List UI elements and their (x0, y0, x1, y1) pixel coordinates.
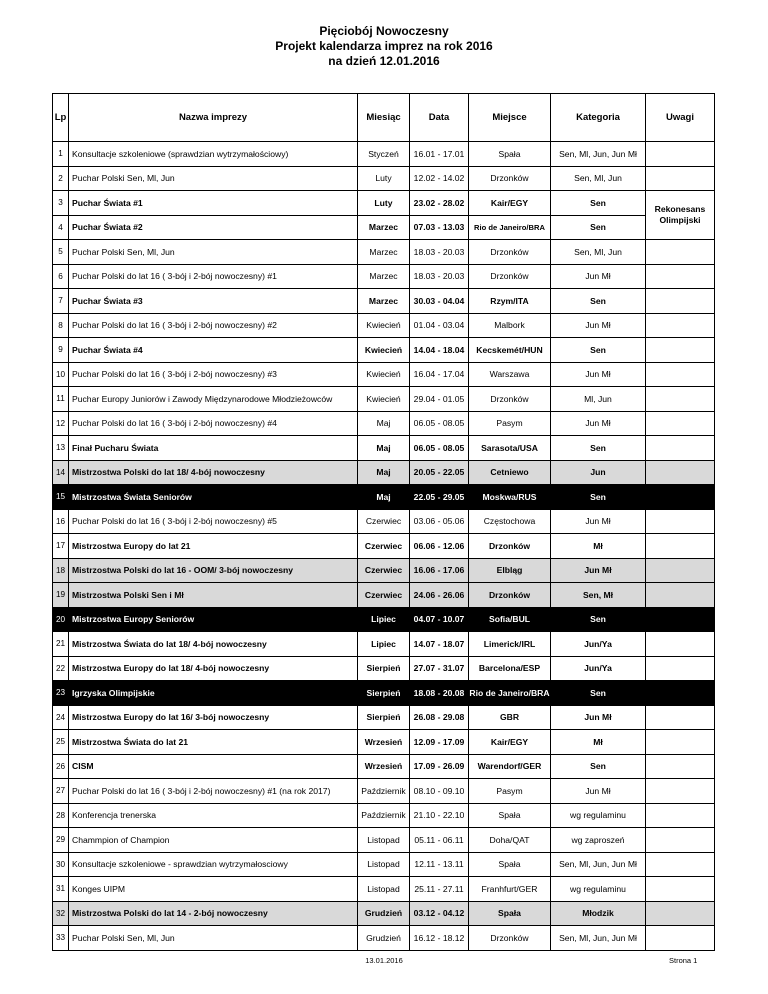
row-notes (646, 705, 715, 730)
table-row (53, 607, 715, 632)
row-category: Młodzik (551, 901, 646, 926)
row-notes (646, 313, 715, 338)
row-event-name: Mistrzostwa Świata do lat 18/ 4-bój nowoczesny (69, 632, 358, 657)
table-row (53, 926, 715, 951)
row-place: Pasym (469, 779, 551, 804)
row-category: Sen (551, 289, 646, 314)
row-place: Cetniewo (469, 460, 551, 485)
row-month: Kwiecień (358, 313, 410, 338)
table-row (53, 534, 715, 559)
row-date: 01.04 - 03.04 (410, 313, 469, 338)
row-lp: 24 (53, 705, 69, 730)
row-place: Moskwa/RUS (469, 485, 551, 510)
row-lp: 11 (53, 387, 69, 412)
row-month: Kwiecień (358, 338, 410, 363)
table-row (53, 705, 715, 730)
row-place: Rio de Janeiro/BRA (469, 215, 551, 240)
row-month: Czerwiec (358, 509, 410, 534)
row-lp: 18 (53, 558, 69, 583)
row-event-name: Mistrzostwa Europy Seniorów (69, 607, 358, 632)
row-month: Maj (358, 460, 410, 485)
row-category: Sen (551, 191, 646, 216)
row-category: Sen (551, 754, 646, 779)
col-header-place: Miejsce (469, 94, 551, 142)
row-date: 25.11 - 27.11 (410, 877, 469, 902)
row-event-name: Puchar Polski do lat 16 ( 3-bój i 2-bój nowoczesny) #2 (69, 313, 358, 338)
table-row (53, 877, 715, 902)
row-date: 03.12 - 04.12 (410, 901, 469, 926)
row-event-name: Puchar Świata #1 (69, 191, 358, 216)
row-date: 23.02 - 28.02 (410, 191, 469, 216)
row-event-name: Puchar Polski do lat 16 ( 3-bój i 2-bój nowoczesny) #5 (69, 509, 358, 534)
footer-date: 13.01.2016 (365, 956, 403, 965)
row-category: Mł (551, 534, 646, 559)
row-category: Sen (551, 485, 646, 510)
row-date: 05.11 - 06.11 (410, 828, 469, 853)
row-place: Spała (469, 852, 551, 877)
row-date: 12.09 - 17.09 (410, 730, 469, 755)
row-notes (646, 754, 715, 779)
table-row (53, 460, 715, 485)
row-month: Marzec (358, 215, 410, 240)
row-date: 18.03 - 20.03 (410, 240, 469, 265)
table-row (53, 313, 715, 338)
row-place: Kecskemét/HUN (469, 338, 551, 363)
row-date: 27.07 - 31.07 (410, 656, 469, 681)
row-category: Sen, Ml, Jun, Jun Mł (551, 852, 646, 877)
row-category: Sen (551, 215, 646, 240)
remark-olympic-recon: Rekonesans Olimpijski (646, 191, 715, 240)
row-category: Jun Mł (551, 313, 646, 338)
row-lp: 8 (53, 313, 69, 338)
row-notes (646, 387, 715, 412)
row-date: 04.07 - 10.07 (410, 607, 469, 632)
row-category: Jun/Ya (551, 656, 646, 681)
row-notes (646, 558, 715, 583)
row-place: Drzonków (469, 583, 551, 608)
table-row (53, 142, 715, 167)
table-row (53, 901, 715, 926)
row-category: Sen (551, 607, 646, 632)
row-notes (646, 583, 715, 608)
row-lp: 16 (53, 509, 69, 534)
row-notes (646, 436, 715, 461)
row-date: 07.03 - 13.03 (410, 215, 469, 240)
row-month: Sierpień (358, 705, 410, 730)
row-month: Lipiec (358, 607, 410, 632)
row-category: Sen, Mł (551, 583, 646, 608)
title-line-1: Pięciobój Nowoczesny (319, 24, 449, 38)
row-event-name: Mistrzostwa Polski do lat 16 - OOM/ 3-bój nowoczesny (69, 558, 358, 583)
row-event-name: Mistrzostwa Świata do lat 21 (69, 730, 358, 755)
row-category: Sen (551, 436, 646, 461)
row-lp: 6 (53, 264, 69, 289)
row-notes (646, 460, 715, 485)
row-event-name: Chammpion of Champion (69, 828, 358, 853)
row-date: 17.09 - 26.09 (410, 754, 469, 779)
table-row (53, 852, 715, 877)
table-row (53, 362, 715, 387)
row-month: Czerwiec (358, 558, 410, 583)
row-lp: 14 (53, 460, 69, 485)
row-lp: 32 (53, 901, 69, 926)
table-row (53, 264, 715, 289)
row-place: Drzonków (469, 166, 551, 191)
col-header-month: Miesiąc (358, 94, 410, 142)
row-category: Jun/Ya (551, 632, 646, 657)
row-event-name: Igrzyska Olimpijskie (69, 681, 358, 706)
row-notes (646, 632, 715, 657)
events-table (52, 93, 715, 951)
row-event-name: Puchar Świata #3 (69, 289, 358, 314)
row-place: Drzonków (469, 534, 551, 559)
row-event-name: Puchar Polski do lat 16 ( 3-bój i 2-bój nowoczesny) #1 (na rok 2017) (69, 779, 358, 804)
row-month: Maj (358, 411, 410, 436)
table-row (53, 191, 715, 216)
row-notes (646, 828, 715, 853)
table-row (53, 656, 715, 681)
table-row (53, 730, 715, 755)
row-event-name: Mistrzostwa Polski do lat 18/ 4-bój nowoczesny (69, 460, 358, 485)
row-place: Spała (469, 901, 551, 926)
row-date: 22.05 - 29.05 (410, 485, 469, 510)
row-notes (646, 509, 715, 534)
row-month: Sierpień (358, 656, 410, 681)
row-date: 14.04 - 18.04 (410, 338, 469, 363)
row-date: 03.06 - 05.06 (410, 509, 469, 534)
table-row (53, 583, 715, 608)
row-month: Wrzesień (358, 754, 410, 779)
table-row (53, 558, 715, 583)
row-lp: 19 (53, 583, 69, 608)
row-event-name: Finał Pucharu Świata (69, 436, 358, 461)
row-date: 18.08 - 20.08 (410, 681, 469, 706)
row-event-name: Puchar Polski do lat 16 ( 3-bój i 2-bój nowoczesny) #4 (69, 411, 358, 436)
document-title (0, 24, 768, 69)
row-lp: 26 (53, 754, 69, 779)
table-row (53, 828, 715, 853)
row-lp: 3 (53, 191, 69, 216)
row-category: Sen, Ml, Jun, Jun Mł (551, 142, 646, 167)
row-category: Jun Mł (551, 779, 646, 804)
row-date: 18.03 - 20.03 (410, 264, 469, 289)
table-row (53, 779, 715, 804)
row-lp: 23 (53, 681, 69, 706)
table-row (53, 289, 715, 314)
row-lp: 25 (53, 730, 69, 755)
row-category: wg regulaminu (551, 803, 646, 828)
row-category: Jun Mł (551, 362, 646, 387)
row-place: Sofia/BUL (469, 607, 551, 632)
table-row (53, 240, 715, 265)
row-event-name: Mistrzostwa Europy do lat 21 (69, 534, 358, 559)
col-header-lp: Lp (53, 94, 69, 142)
row-place: Elbląg (469, 558, 551, 583)
row-place: Limerick/IRL (469, 632, 551, 657)
row-category: Sen, Ml, Jun, Jun Mł (551, 926, 646, 951)
row-date: 30.03 - 04.04 (410, 289, 469, 314)
row-event-name: Mistrzostwa Europy do lat 16/ 3-bój nowoczesny (69, 705, 358, 730)
row-place: Spała (469, 803, 551, 828)
row-notes (646, 607, 715, 632)
row-category: Jun Mł (551, 509, 646, 534)
row-date: 14.07 - 18.07 (410, 632, 469, 657)
row-event-name: Puchar Polski do lat 16 ( 3-bój i 2-bój nowoczesny) #3 (69, 362, 358, 387)
col-header-category: Kategoria (551, 94, 646, 142)
row-lp: 1 (53, 142, 69, 167)
row-place: Kair/EGY (469, 730, 551, 755)
row-lp: 30 (53, 852, 69, 877)
row-place: Rzym/ITA (469, 289, 551, 314)
row-place: Rio de Janeiro/BRA (469, 681, 551, 706)
row-month: Listopad (358, 828, 410, 853)
row-lp: 10 (53, 362, 69, 387)
row-notes (646, 142, 715, 167)
row-category: wg regulaminu (551, 877, 646, 902)
row-place: Kair/EGY (469, 191, 551, 216)
row-notes (646, 264, 715, 289)
row-notes (646, 779, 715, 804)
row-month: Listopad (358, 877, 410, 902)
row-category: Ml, Jun (551, 387, 646, 412)
row-notes (646, 877, 715, 902)
row-month: Luty (358, 191, 410, 216)
row-event-name: Puchar Świata #4 (69, 338, 358, 363)
row-date: 24.06 - 26.06 (410, 583, 469, 608)
row-place: Warendorf/GER (469, 754, 551, 779)
row-place: Częstochowa (469, 509, 551, 534)
row-place: Doha/QAT (469, 828, 551, 853)
row-month: Listopad (358, 852, 410, 877)
row-lp: 4 (53, 215, 69, 240)
row-month: Grudzień (358, 901, 410, 926)
row-date: 06.05 - 08.05 (410, 411, 469, 436)
row-category: Sen, Ml, Jun (551, 240, 646, 265)
row-event-name: Puchar Świata #2 (69, 215, 358, 240)
row-place: Sarasota/USA (469, 436, 551, 461)
row-event-name: Konferencja trenerska (69, 803, 358, 828)
row-month: Maj (358, 436, 410, 461)
row-lp: 21 (53, 632, 69, 657)
row-lp: 7 (53, 289, 69, 314)
row-category: Sen (551, 338, 646, 363)
table-row (53, 803, 715, 828)
row-date: 12.11 - 13.11 (410, 852, 469, 877)
row-lp: 2 (53, 166, 69, 191)
row-place: Drzonków (469, 264, 551, 289)
row-event-name: Mistrzostwa Świata Seniorów (69, 485, 358, 510)
row-month: Kwiecień (358, 387, 410, 412)
col-header-notes: Uwagi (646, 94, 715, 142)
row-place: Drzonków (469, 387, 551, 412)
table-row (53, 632, 715, 657)
row-lp: 27 (53, 779, 69, 804)
row-category: wg zaproszeń (551, 828, 646, 853)
table-row (53, 509, 715, 534)
table-row (53, 681, 715, 706)
row-place: Spała (469, 142, 551, 167)
row-place: Franhfurt/GER (469, 877, 551, 902)
row-lp: 9 (53, 338, 69, 363)
row-notes (646, 338, 715, 363)
row-date: 16.04 - 17.04 (410, 362, 469, 387)
row-month: Czerwiec (358, 583, 410, 608)
row-event-name: Konsultacje szkoleniowe (sprawdzian wytrzymałościowy) (69, 142, 358, 167)
row-month: Październik (358, 803, 410, 828)
row-place: Drzonków (469, 926, 551, 951)
row-lp: 29 (53, 828, 69, 853)
row-category: Jun Mł (551, 558, 646, 583)
row-lp: 17 (53, 534, 69, 559)
row-month: Marzec (358, 264, 410, 289)
table-row (53, 485, 715, 510)
row-event-name: Mistrzostwa Polski do lat 14 - 2-bój nowoczesny (69, 901, 358, 926)
row-event-name: Puchar Polski Sen, Ml, Jun (69, 926, 358, 951)
row-category: Sen, Ml, Jun (551, 166, 646, 191)
table-row (53, 436, 715, 461)
row-event-name: Puchar Polski Sen, Ml, Jun (69, 166, 358, 191)
row-place: Barcelona/ESP (469, 656, 551, 681)
row-notes (646, 681, 715, 706)
row-month: Wrzesień (358, 730, 410, 755)
row-month: Czerwiec (358, 534, 410, 559)
row-month: Sierpień (358, 681, 410, 706)
table-row (53, 215, 715, 240)
table-row (53, 387, 715, 412)
row-place: Pasym (469, 411, 551, 436)
row-event-name: Mistrzostwa Polski Sen i Mł (69, 583, 358, 608)
row-month: Lipiec (358, 632, 410, 657)
title-line-2: Projekt kalendarza imprez na rok 2016 (275, 39, 493, 53)
row-place: Malbork (469, 313, 551, 338)
row-lp: 33 (53, 926, 69, 951)
row-month: Marzec (358, 240, 410, 265)
row-date: 12.02 - 14.02 (410, 166, 469, 191)
row-notes (646, 534, 715, 559)
row-month: Marzec (358, 289, 410, 314)
row-notes (646, 852, 715, 877)
title-line-3: na dzień 12.01.2016 (328, 54, 440, 68)
row-category: Jun Mł (551, 705, 646, 730)
row-date: 06.06 - 12.06 (410, 534, 469, 559)
row-date: 16.06 - 17.06 (410, 558, 469, 583)
row-category: Sen (551, 681, 646, 706)
table-row (53, 754, 715, 779)
row-lp: 12 (53, 411, 69, 436)
row-notes (646, 411, 715, 436)
row-notes (646, 485, 715, 510)
row-category: Jun Mł (551, 264, 646, 289)
table-row (53, 338, 715, 363)
row-month: Grudzień (358, 926, 410, 951)
row-lp: 22 (53, 656, 69, 681)
row-date: 16.12 - 18.12 (410, 926, 469, 951)
row-place: Warszawa (469, 362, 551, 387)
row-lp: 31 (53, 877, 69, 902)
row-date: 20.05 - 22.05 (410, 460, 469, 485)
row-event-name: Puchar Europy Juniorów i Zawody Międzynarodowe Młodzieżowców (69, 387, 358, 412)
row-notes (646, 803, 715, 828)
row-notes (646, 166, 715, 191)
col-header-date: Data (410, 94, 469, 142)
row-notes (646, 730, 715, 755)
row-event-name: Konsultacje szkoleniowe - sprawdzian wytrzymałosciowy (69, 852, 358, 877)
row-month: Maj (358, 485, 410, 510)
row-event-name: Konges UIPM (69, 877, 358, 902)
row-month: Październik (358, 779, 410, 804)
row-event-name: Mistrzostwa Europy do lat 18/ 4-bój nowoczesny (69, 656, 358, 681)
row-date: 26.08 - 29.08 (410, 705, 469, 730)
row-place: GBR (469, 705, 551, 730)
table-body (53, 142, 715, 951)
row-event-name: CISM (69, 754, 358, 779)
table-header-row (53, 94, 715, 142)
row-notes (646, 901, 715, 926)
row-notes (646, 926, 715, 951)
row-category: Mł (551, 730, 646, 755)
row-place: Drzonków (469, 240, 551, 265)
row-event-name: Puchar Polski do lat 16 ( 3-bój i 2-bój nowoczesny) #1 (69, 264, 358, 289)
row-notes (646, 362, 715, 387)
row-month: Kwiecień (358, 362, 410, 387)
col-header-name: Nazwa imprezy (69, 94, 358, 142)
footer-page-number: Strona 1 (669, 956, 698, 965)
row-date: 08.10 - 09.10 (410, 779, 469, 804)
row-date: 16.01 - 17.01 (410, 142, 469, 167)
row-lp: 15 (53, 485, 69, 510)
row-date: 21.10 - 22.10 (410, 803, 469, 828)
table-row (53, 166, 715, 191)
row-notes (646, 240, 715, 265)
row-date: 29.04 - 01.05 (410, 387, 469, 412)
row-lp: 5 (53, 240, 69, 265)
row-lp: 28 (53, 803, 69, 828)
row-notes (646, 289, 715, 314)
row-event-name: Puchar Polski Sen, Ml, Jun (69, 240, 358, 265)
row-date: 06.05 - 08.05 (410, 436, 469, 461)
row-lp: 20 (53, 607, 69, 632)
row-month: Styczeń (358, 142, 410, 167)
row-month: Luty (358, 166, 410, 191)
row-lp: 13 (53, 436, 69, 461)
row-category: Jun Mł (551, 411, 646, 436)
row-category: Jun (551, 460, 646, 485)
table-row (53, 411, 715, 436)
row-notes (646, 656, 715, 681)
